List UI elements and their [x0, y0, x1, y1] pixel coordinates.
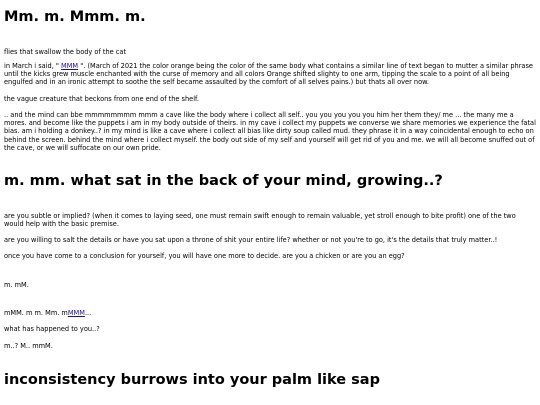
mmm-link[interactable]: MMM — [61, 62, 79, 70]
mmm-link-2[interactable]: MMM — [67, 309, 85, 317]
paragraph-9 — [4, 309, 536, 317]
paragraph-8: m. mM. — [4, 281, 29, 289]
paragraph-2-suffix: ". (March of 2021 the color orange being the color of the same body what contains a similar line of text began to mutter a similar phrase until the kicks grew muscle enchanted with the curse of memory and all colors Orange shifted slighty to one arm, tipping the scale to a point of all being engulfed and in an ironic attempt to soothe the self became assaulted by the comfort of all selves pains.) but thats all over now. — [4, 62, 533, 87]
paragraph-6: are you willing to salt the details or have you sat upon a throne of shit your entire life? whether or not you're to go, it's the details that truly matter..! — [4, 236, 498, 244]
paragraph-2-prefix: in March i said, " — [4, 62, 62, 70]
paragraph-1: flies that swallow the body of the cat — [4, 48, 127, 56]
paragraph-9-suffix: ... — [84, 309, 92, 317]
paragraph-7: once you have come to a conclusion for yourself, you will have one more to decide. are you a chicken or are you an egg? — [4, 252, 405, 260]
heading-3: inconsistency burrows into your palm like sap — [4, 372, 380, 388]
paragraph-2 — [4, 62, 536, 87]
paragraph-5: are you subtle or implied? (when it comes to laying seed, one must remain swift enough to remain valuable, yet stroll enough to bite profit) one of the two would help with the basic premise. — [4, 212, 516, 229]
paragraph-3: the vague creature that beckons from one end of the shelf. — [4, 95, 199, 103]
heading-2: m. mm. what sat in the back of your mind, growing..? — [4, 173, 443, 189]
paragraph-10: what has happened to you..? — [4, 325, 100, 333]
paragraph-4: .. and the mind can bbe mmmmmmmm mmm a cave like the body where i collect all self.. you you you you you him her them they/ me ... the many me a mores. and become like the puppets i am in my body outside of theirs. in my cave i collect my puppets we converse we share memories we experience the fatal bias. am i holding a donkey..? in my mind is like a cave where i collect all bias like dirty soup called mud. they phrase it in a way coincidental enough to echo on behind the screen. behind the mind where i collect myself. the body out side of my self and yourself will get rid of you and me. we will all become snuffed out of the cave, or we will suffocate on our own pride. — [4, 111, 536, 152]
heading-1: Mm. m. Mmm. m. — [4, 9, 146, 25]
paragraph-9-prefix: mMM. m m. Mm. m — [4, 309, 68, 317]
paragraph-11: m..? M.. mmM. — [4, 342, 53, 350]
